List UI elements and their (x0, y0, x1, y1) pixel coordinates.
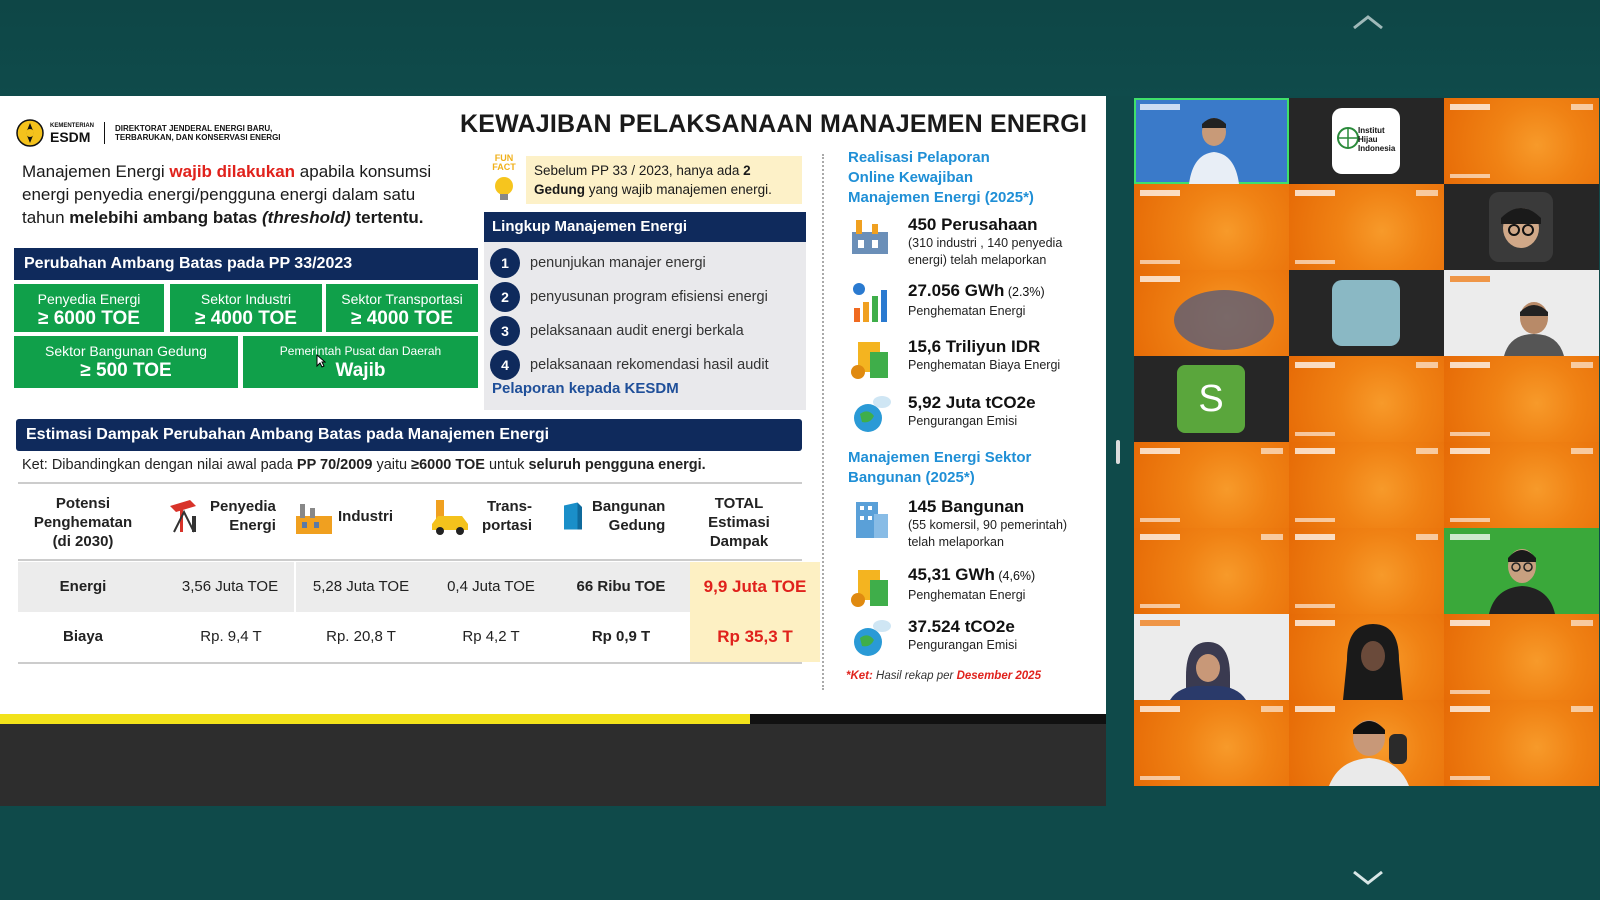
col-header-line: Potensi (55, 495, 111, 512)
tile-banner (1416, 534, 1438, 540)
col-header-line: Dampak (709, 533, 769, 550)
tile-background (1444, 700, 1599, 786)
participant-tile[interactable] (1444, 700, 1599, 786)
energy-chart-icon (848, 280, 894, 326)
intro-italic: (threshold) (262, 208, 351, 227)
participant-tile[interactable] (1134, 184, 1289, 270)
tile-banner (1295, 448, 1335, 454)
threshold-box-industri (170, 284, 322, 332)
participant-avatar (1332, 280, 1400, 346)
funfact-tag-line: FACT (492, 162, 516, 172)
col-header-line: Bangunan (592, 498, 666, 515)
tile-banner (1140, 534, 1180, 540)
participant-tile[interactable] (1134, 356, 1289, 442)
tile-banner (1416, 448, 1438, 454)
threshold-value: ≥ 4000 TOE (195, 308, 297, 329)
participant-tile[interactable] (1134, 614, 1289, 700)
participant-video (1170, 636, 1246, 700)
note-bold: ≥6000 TOE (411, 457, 485, 473)
table-cell: Rp 4,2 T (462, 628, 520, 645)
participant-tile-child[interactable] (1444, 184, 1599, 270)
stat-percent: (2.3%) (1004, 285, 1045, 299)
col-header-line: (di 2030) (52, 533, 114, 550)
funfact-box (526, 156, 802, 204)
stat-sub: Penghematan Energi (908, 588, 1026, 602)
stat-bangunan-gwh (848, 564, 1035, 610)
tile-banner (1140, 276, 1180, 282)
stat-sub: (310 industri , 140 penyedia (908, 236, 1063, 250)
tile-banner (1571, 448, 1593, 454)
participant-video (1337, 620, 1407, 700)
lingkup-footer: Pelaporan kepada KESDM (492, 380, 679, 397)
bangunan-title (848, 448, 1031, 488)
participant-tile[interactable] (1444, 356, 1599, 442)
tile-footer (1140, 260, 1180, 264)
participant-tile[interactable] (1289, 614, 1444, 700)
table-cell: Rp 0,9 T (591, 628, 651, 645)
shared-screen (0, 96, 1106, 806)
money-calculator-icon (848, 564, 894, 610)
tile-banner (1140, 706, 1180, 712)
ket-rekap (846, 670, 1041, 682)
stat-value: 27.056 GWh (908, 281, 1005, 300)
tile-banner (1140, 620, 1180, 626)
threshold-box-pemerintah (243, 336, 478, 388)
tile-banner (1295, 534, 1335, 540)
globe-co2-icon (848, 616, 894, 662)
tile-banner (1571, 104, 1593, 110)
tile-banner (1450, 620, 1490, 626)
col-header-line: Energi (229, 517, 276, 534)
slide-title: KEWAJIBAN PELAKSANAAN MANAJEMEN ENERGI (460, 110, 1088, 138)
intro-bold: melebihi ambang batas (69, 208, 262, 227)
lingkup-text: penyusunan program efisiensi energi (530, 289, 768, 305)
lingkup-text: pelaksanaan audit energi berkala (530, 323, 744, 339)
participant-tile[interactable] (1444, 442, 1599, 528)
col-header-line: Trans- (487, 498, 533, 515)
intro-bold: tertentu. (350, 208, 424, 227)
col-header-potensi (18, 494, 148, 551)
estimasi-header: Estimasi Dampak Perubahan Ambang Batas pada Manajemen Energi (16, 419, 802, 451)
ket-date: Desember 2025 (956, 670, 1041, 682)
slide-black-bar (750, 714, 1106, 724)
bangunan-title-line: Bangunan (2025*) (848, 469, 975, 486)
tile-footer (1295, 432, 1335, 436)
participant-tile-iht[interactable] (1289, 98, 1444, 184)
tile-background (1289, 528, 1444, 614)
intro-part: Manajemen Energi (22, 162, 170, 181)
intro-text (22, 160, 462, 229)
participant-tile[interactable] (1134, 270, 1289, 356)
realisasi-title-line: Online Kewajiban (848, 169, 974, 186)
table-cell: Rp. 20,8 T (326, 628, 396, 645)
col-header-line: portasi (482, 517, 533, 534)
stat-sub: energi) telah melaporkan (908, 253, 1047, 267)
stat-sub: telah melaporkan (908, 535, 1004, 549)
money-calculator-icon (848, 336, 894, 382)
lingkup-item (490, 282, 768, 312)
tile-background (1289, 356, 1444, 442)
stat-percent: (4,6%) (994, 569, 1036, 583)
stat-value: 15,6 Triliyun IDR (908, 337, 1041, 356)
tile-banner (1295, 620, 1335, 626)
iht-logo (1332, 108, 1400, 174)
funfact-bold: 2 Gedung (534, 163, 751, 197)
row-label: Energi (59, 578, 107, 595)
iht-name (1358, 126, 1395, 153)
funfact-text: yang wajib manajemen energi. (585, 182, 772, 197)
tile-banner (1450, 276, 1490, 282)
presentation-slide (0, 96, 1106, 724)
esdm-logo (16, 118, 285, 148)
stat-sub: Pengurangan Emisi (908, 414, 1018, 428)
threshold-box-transportasi (326, 284, 478, 332)
threshold-value: ≥ 4000 TOE (351, 308, 453, 329)
slide-yellow-bar (0, 714, 750, 724)
tile-background (1289, 442, 1444, 528)
tile-banner (1261, 534, 1283, 540)
note-text: yaitu (372, 457, 412, 473)
tile-banner (1450, 104, 1490, 110)
tile-banner (1416, 190, 1438, 196)
tile-footer (1450, 174, 1490, 178)
taxi-icon (422, 496, 478, 536)
tile-banner (1571, 706, 1593, 712)
total-cell: Rp 35,3 T (690, 612, 820, 662)
lingkup-item (490, 248, 706, 278)
stat-value: 37.524 tCO2e (908, 617, 1015, 636)
mouse-cursor-icon (316, 354, 326, 368)
stat-sub: (55 komersil, 90 pemerintah) (908, 518, 1068, 532)
iht-line: Hijau (1358, 135, 1378, 144)
col-header-penyedia (166, 496, 276, 536)
participant-video (1189, 112, 1239, 184)
funfact-tag-line: FUN (494, 153, 514, 163)
logo-directorate: DIREKTORAT JENDERAL ENERGI BARU, TERBARUKAN, DAN KONSERVASI ENERGI (115, 124, 281, 142)
tile-background (1444, 442, 1599, 528)
threshold-box-bangunan (14, 336, 238, 388)
tile-banner (1450, 448, 1490, 454)
row-label: Biaya (62, 628, 104, 645)
participant-video (1319, 710, 1429, 786)
note-bold: seluruh pengguna energi. (528, 457, 706, 473)
bangunan-title-line: Manajemen Energi Sektor (848, 449, 1032, 466)
note-text: Ket: Dibandingkan dengan nilai awal pada (22, 457, 297, 473)
tile-background (1444, 356, 1599, 442)
col-header-line: Estimasi (708, 514, 770, 531)
globe-co2-icon (848, 392, 894, 438)
lingkup-header: Lingkup Manajemen Energi (484, 212, 806, 242)
participant-tile[interactable] (1289, 528, 1444, 614)
threshold-header: Perubahan Ambang Batas pada PP 33/2023 (14, 248, 478, 280)
col-header-line: Industri (338, 507, 393, 525)
intro-part: apabila konsumsi energi penyedia energi/pengguna energi dalam satu tahun (22, 162, 432, 227)
stat-bangunan (848, 496, 1067, 551)
ket-text: Hasil rekap per (872, 670, 957, 682)
note-bold: PP 70/2009 (296, 457, 373, 473)
lingkup-number: 1 (490, 248, 520, 278)
tile-footer (1140, 518, 1180, 522)
factory-icon (294, 496, 334, 536)
lingkup-number: 3 (490, 316, 520, 346)
table-row (18, 612, 802, 662)
threshold-label: Sektor Industri (200, 291, 292, 307)
tile-banner (1261, 448, 1283, 454)
funfact-tag (486, 154, 522, 172)
threshold-value: ≥ 6000 TOE (38, 308, 140, 329)
lingkup-item (490, 316, 744, 346)
factory-icon (848, 214, 894, 260)
table-cell: 66 Ribu TOE (576, 578, 666, 595)
col-header-line: Penyedia (210, 498, 276, 515)
tile-background (1444, 614, 1599, 700)
stat-value: 5,92 Juta tCO2e (908, 393, 1036, 412)
tile-banner (1140, 448, 1180, 454)
realisasi-title (848, 148, 1034, 208)
lingkup-item (490, 350, 769, 380)
tile-background (1134, 442, 1289, 528)
col-header-bangunan (558, 496, 665, 536)
participant-tile[interactable] (1134, 442, 1289, 528)
tile-background (1444, 98, 1599, 184)
stat-bangunan-emisi (848, 616, 1017, 662)
participant-gallery (1134, 98, 1600, 800)
table-top-rule (18, 482, 802, 484)
stat-value: 450 Perusahaan (908, 215, 1038, 234)
lingkup-number: 2 (490, 282, 520, 312)
iht-line: Institut (1358, 126, 1385, 135)
tile-banner (1261, 706, 1283, 712)
col-header-industri (294, 496, 393, 536)
tile-footer (1295, 518, 1335, 522)
tile-background (1134, 184, 1289, 270)
participant-tile[interactable] (1289, 442, 1444, 528)
intro-highlight: wajib dilakukan (169, 162, 296, 181)
building-icon (848, 496, 894, 542)
tile-banner (1295, 362, 1335, 368)
dotted-divider (822, 154, 824, 690)
table-header-rule (18, 559, 802, 561)
tile-banner (1140, 104, 1180, 110)
total-cell: 9,9 Juta TOE (690, 562, 820, 612)
tile-banner (1140, 190, 1180, 196)
tile-banner (1571, 362, 1593, 368)
tile-footer (1450, 690, 1490, 694)
table-cell: 3,56 Juta TOE (166, 562, 296, 612)
participant-tile[interactable] (1289, 184, 1444, 270)
funfact-text: Sebelum PP 33 / 2023, hanya ada (534, 163, 744, 178)
ket-label: *Ket: (846, 670, 873, 682)
table-cell: Rp. 9,4 T (200, 628, 262, 645)
threshold-label: Pemerintah Pusat dan Daerah (279, 344, 442, 358)
skyscraper-icon (558, 496, 588, 536)
chevron-down-icon[interactable] (1350, 868, 1386, 888)
tile-background (1134, 700, 1289, 786)
tile-footer (1140, 776, 1180, 780)
logo-divider (104, 122, 105, 144)
participant-video (1489, 540, 1555, 614)
tile-footer (1140, 604, 1180, 608)
threshold-label: Sektor Transportasi (341, 291, 463, 307)
tile-banner (1450, 362, 1490, 368)
participant-avatar-initial: S (1177, 365, 1245, 433)
participant-tile-moderator[interactable] (1444, 528, 1599, 614)
tile-footer (1450, 432, 1490, 436)
col-header-total (676, 494, 802, 551)
chevron-up-icon[interactable] (1350, 12, 1386, 32)
stat-perusahaan (848, 214, 1062, 269)
threshold-box-penyedia (14, 284, 164, 332)
col-header-line: TOTAL (714, 495, 764, 512)
stat-value: 45,31 GWh (908, 565, 995, 584)
threshold-label: Penyedia Energi (37, 291, 141, 307)
logo-esdm: ESDM (50, 128, 91, 145)
lingkup-panel (484, 212, 806, 410)
tile-banner (1571, 620, 1593, 626)
realisasi-title-line: Manajemen Energi (2025*) (848, 189, 1034, 206)
threshold-value: ≥ 500 TOE (80, 360, 172, 381)
participant-tile[interactable] (1444, 614, 1599, 700)
tile-banner (1450, 706, 1490, 712)
stat-sub: Pengurangan Emisi (908, 638, 1018, 652)
estimasi-note (22, 457, 706, 473)
participant-video (1504, 290, 1564, 356)
tile-footer (1450, 518, 1490, 522)
lingkup-text: pelaksanaan rekomendasi hasil audit (530, 357, 769, 373)
table-cell: 0,4 Juta TOE (447, 578, 535, 595)
stat-value: 145 Bangunan (908, 497, 1025, 516)
participant-video (1489, 192, 1553, 262)
tile-banner (1295, 190, 1335, 196)
threshold-value: Wajib (335, 360, 386, 381)
table-cell: 5,28 Juta TOE (312, 578, 410, 595)
stat-emisi (848, 392, 1036, 438)
note-text: untuk (484, 457, 529, 473)
stat-sub: Penghematan Biaya Energi (908, 358, 1061, 372)
iht-line: Indonesia (1358, 144, 1396, 153)
col-header-line: Gedung (608, 517, 666, 534)
stat-gwh (848, 280, 1045, 326)
stat-sub: Penghematan Energi (908, 304, 1026, 318)
participant-tile[interactable] (1134, 700, 1289, 786)
tile-footer (1295, 604, 1335, 608)
split-resize-handle[interactable] (1116, 440, 1120, 464)
participant-tile[interactable] (1134, 528, 1289, 614)
blurred-participant-video (1174, 290, 1284, 356)
tile-background (1289, 184, 1444, 270)
realisasi-title-line: Realisasi Pelaporan (848, 149, 990, 166)
lingkup-number: 4 (490, 350, 520, 380)
participant-tile[interactable] (1289, 700, 1444, 786)
participant-tile[interactable] (1289, 270, 1444, 356)
participant-tile-active-speaker[interactable] (1134, 98, 1289, 184)
tile-banner (1416, 362, 1438, 368)
threshold-label: Sektor Bangunan Gedung (45, 343, 207, 359)
tile-banner (1450, 534, 1490, 540)
participant-tile[interactable] (1444, 98, 1599, 184)
table-bottom-rule (18, 662, 802, 664)
participant-tile[interactable] (1444, 270, 1599, 356)
col-header-line: Penghematan (33, 514, 133, 531)
lingkup-text: penunjukan manajer energi (530, 255, 706, 271)
esdm-emblem-icon (16, 119, 44, 147)
oil-pump-icon (166, 496, 206, 536)
tile-footer (1450, 776, 1490, 780)
tile-background (1134, 528, 1289, 614)
tile-footer (1295, 260, 1335, 264)
col-header-transportasi (422, 496, 532, 536)
table-row (18, 562, 807, 612)
stat-idr (848, 336, 1060, 382)
participant-tile[interactable] (1289, 356, 1444, 442)
logo-kementerian: KEMENTERIAN (50, 122, 95, 129)
iht-globe-icon (1336, 126, 1360, 150)
